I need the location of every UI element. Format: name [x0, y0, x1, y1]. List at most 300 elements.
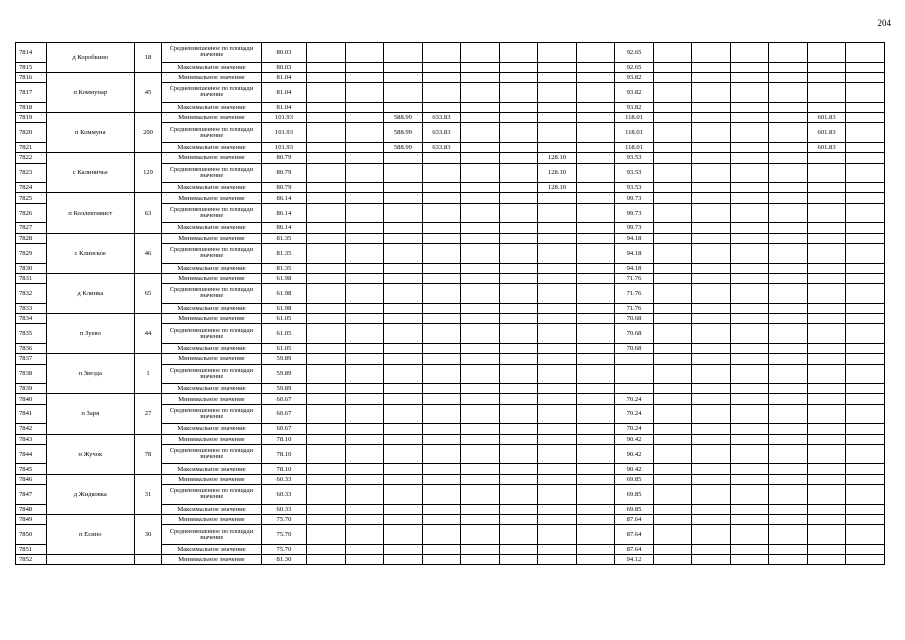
value-cell: [846, 314, 885, 324]
settlement-count: 30: [134, 514, 161, 554]
value-cell: [692, 223, 731, 233]
value-cell: 94.18: [615, 263, 654, 273]
value-cell: [461, 525, 500, 545]
value-cell: [576, 203, 615, 223]
value-cell: [730, 233, 769, 243]
value-cell: [653, 183, 692, 193]
settlement-count: 45: [134, 72, 161, 112]
value-cell: [461, 72, 500, 82]
value-cell: [307, 514, 346, 524]
value-cell: [461, 183, 500, 193]
settlement-count: 27: [134, 394, 161, 434]
value-cell: [461, 203, 500, 223]
value-cell: [653, 434, 692, 444]
value-cell: [846, 223, 885, 233]
value-cell: 80.79: [261, 153, 306, 163]
value-cell: [538, 504, 577, 514]
value-cell: [730, 444, 769, 464]
value-kind-label: Средневзвешенное по площади значение: [162, 364, 262, 384]
value-cell: [653, 314, 692, 324]
value-cell: [769, 464, 808, 474]
value-cell: 588.99: [384, 123, 423, 143]
value-kind-label: Средневзвешенное по площади значение: [162, 243, 262, 263]
value-cell: [807, 544, 846, 554]
value-cell: [653, 163, 692, 183]
value-cell: [576, 233, 615, 243]
row-id: 7833: [16, 303, 47, 313]
value-cell: [345, 163, 384, 183]
value-cell: [769, 62, 808, 72]
value-cell: [692, 354, 731, 364]
value-cell: 80.03: [261, 62, 306, 72]
value-cell: [846, 273, 885, 283]
value-cell: [384, 72, 423, 82]
value-cell: [538, 223, 577, 233]
value-cell: 128.10: [538, 153, 577, 163]
value-cell: [384, 314, 423, 324]
value-kind-label: Максимальное значение: [162, 424, 262, 434]
value-cell: [538, 43, 577, 63]
value-cell: [384, 153, 423, 163]
value-cell: [730, 474, 769, 484]
table-row: [16, 555, 885, 565]
value-cell: 81.35: [261, 233, 306, 243]
value-cell: [846, 193, 885, 203]
value-cell: [461, 404, 500, 424]
value-cell: 61.05: [261, 324, 306, 344]
value-cell: [807, 233, 846, 243]
value-cell: [422, 354, 461, 364]
value-cell: [422, 243, 461, 263]
value-cell: [769, 324, 808, 344]
value-cell: [499, 62, 538, 72]
settlement-count: 129: [134, 153, 161, 193]
value-cell: [653, 273, 692, 283]
value-cell: [345, 153, 384, 163]
settlement-name: п Зуево: [46, 314, 134, 354]
value-cell: [461, 424, 500, 434]
value-cell: [846, 424, 885, 434]
value-cell: [692, 193, 731, 203]
value-cell: 93.82: [615, 102, 654, 112]
value-cell: [846, 544, 885, 554]
value-cell: [769, 273, 808, 283]
value-kind-label: Средневзвешенное по площади значение: [162, 284, 262, 304]
value-cell: [345, 142, 384, 152]
value-cell: [384, 273, 423, 283]
value-cell: [576, 384, 615, 394]
value-cell: 633.83: [422, 113, 461, 123]
value-cell: [653, 343, 692, 353]
value-cell: [499, 324, 538, 344]
value-cell: [807, 102, 846, 112]
value-cell: 94.12: [615, 555, 654, 565]
value-cell: 78.10: [261, 464, 306, 474]
value-kind-label: Средневзвешенное по площади значение: [162, 525, 262, 545]
value-cell: [653, 123, 692, 143]
value-cell: [653, 485, 692, 505]
value-cell: [769, 504, 808, 514]
value-cell: [538, 485, 577, 505]
value-kind-label: Минимальное значение: [162, 555, 262, 565]
value-cell: [846, 444, 885, 464]
value-cell: [422, 263, 461, 273]
value-cell: 633.83: [422, 142, 461, 152]
value-cell: [384, 83, 423, 103]
row-id: 7838: [16, 364, 47, 384]
value-cell: [307, 102, 346, 112]
table-row: [16, 474, 885, 484]
settlement-name: п Коммунар: [46, 72, 134, 112]
value-cell: [422, 464, 461, 474]
settlement-name: п Есино: [46, 514, 134, 554]
value-cell: [653, 555, 692, 565]
value-cell: [846, 113, 885, 123]
value-cell: [846, 464, 885, 474]
settlement-count: 200: [134, 113, 161, 153]
value-cell: 70.68: [615, 343, 654, 353]
table-row: [16, 273, 885, 283]
value-cell: [461, 314, 500, 324]
value-cell: 87.64: [615, 525, 654, 545]
value-cell: [499, 72, 538, 82]
value-cell: [538, 314, 577, 324]
value-cell: [499, 83, 538, 103]
value-cell: [422, 555, 461, 565]
value-cell: 81.35: [261, 263, 306, 273]
value-cell: [730, 243, 769, 263]
row-id: 7844: [16, 444, 47, 464]
value-cell: 59.89: [261, 384, 306, 394]
value-cell: [422, 485, 461, 505]
table-row: [16, 354, 885, 364]
value-cell: [384, 223, 423, 233]
value-cell: [576, 343, 615, 353]
value-cell: [345, 514, 384, 524]
value-cell: 633.83: [422, 123, 461, 143]
value-cell: [499, 555, 538, 565]
value-cell: [384, 555, 423, 565]
value-cell: [345, 102, 384, 112]
value-cell: [692, 474, 731, 484]
value-cell: [422, 193, 461, 203]
value-cell: [846, 203, 885, 223]
value-cell: [422, 83, 461, 103]
value-cell: [730, 404, 769, 424]
value-cell: 118.01: [615, 123, 654, 143]
value-cell: [846, 474, 885, 484]
value-cell: [807, 284, 846, 304]
value-cell: [345, 83, 384, 103]
value-cell: [653, 354, 692, 364]
value-cell: [846, 504, 885, 514]
value-cell: [422, 273, 461, 283]
value-cell: [384, 43, 423, 63]
value-cell: [499, 243, 538, 263]
row-id: 7826: [16, 203, 47, 223]
value-cell: [307, 72, 346, 82]
row-id: 7845: [16, 464, 47, 474]
value-cell: [576, 243, 615, 263]
value-cell: [422, 43, 461, 63]
value-cell: [807, 72, 846, 82]
value-cell: [692, 343, 731, 353]
value-cell: [807, 555, 846, 565]
value-cell: [384, 474, 423, 484]
value-kind-label: Максимальное значение: [162, 544, 262, 554]
value-cell: [730, 485, 769, 505]
value-cell: [384, 203, 423, 223]
value-cell: [846, 183, 885, 193]
value-cell: [499, 233, 538, 243]
value-cell: [846, 123, 885, 143]
value-kind-label: Средневзвешенное по площади значение: [162, 203, 262, 223]
value-cell: [730, 514, 769, 524]
value-cell: [769, 434, 808, 444]
value-cell: [422, 233, 461, 243]
settlement-count: 78: [134, 434, 161, 474]
value-cell: [653, 394, 692, 404]
settlement-count: 31: [134, 474, 161, 514]
value-cell: [576, 284, 615, 304]
value-kind-label: Минимальное значение: [162, 474, 262, 484]
value-cell: [422, 504, 461, 514]
value-cell: [576, 364, 615, 384]
value-cell: 81.04: [261, 72, 306, 82]
value-cell: [538, 193, 577, 203]
value-cell: [730, 343, 769, 353]
value-cell: [422, 424, 461, 434]
value-cell: [653, 263, 692, 273]
value-kind-label: Максимальное значение: [162, 263, 262, 273]
value-cell: [730, 113, 769, 123]
value-cell: [538, 434, 577, 444]
value-cell: [615, 354, 654, 364]
value-cell: [730, 364, 769, 384]
value-cell: [461, 62, 500, 72]
settlement-count: 18: [134, 43, 161, 73]
value-cell: 90.42: [615, 434, 654, 444]
settlement-name: [46, 555, 134, 565]
value-cell: [461, 113, 500, 123]
value-cell: 93.53: [615, 163, 654, 183]
value-cell: [576, 354, 615, 364]
value-cell: [499, 364, 538, 384]
value-kind-label: Средневзвешенное по площади значение: [162, 485, 262, 505]
value-cell: [422, 303, 461, 313]
value-cell: [730, 123, 769, 143]
value-cell: [461, 555, 500, 565]
row-id: 7823: [16, 163, 47, 183]
value-cell: [499, 153, 538, 163]
value-cell: [769, 424, 808, 434]
value-cell: [769, 343, 808, 353]
value-cell: [769, 284, 808, 304]
value-cell: [307, 555, 346, 565]
value-cell: [345, 404, 384, 424]
value-cell: [846, 243, 885, 263]
value-cell: [769, 394, 808, 404]
value-cell: [576, 142, 615, 152]
value-cell: [653, 384, 692, 394]
value-cell: 93.82: [615, 72, 654, 82]
row-id: 7816: [16, 72, 47, 82]
row-id: 7817: [16, 83, 47, 103]
value-cell: [769, 303, 808, 313]
value-cell: 70.24: [615, 404, 654, 424]
table-row: [16, 314, 885, 324]
value-cell: [846, 142, 885, 152]
value-cell: [538, 464, 577, 474]
value-cell: [576, 504, 615, 514]
value-cell: [730, 62, 769, 72]
value-cell: [769, 102, 808, 112]
value-cell: [538, 364, 577, 384]
value-cell: [576, 444, 615, 464]
value-cell: [730, 163, 769, 183]
value-cell: 60.67: [261, 404, 306, 424]
value-cell: [307, 464, 346, 474]
value-cell: [345, 434, 384, 444]
value-cell: 78.10: [261, 434, 306, 444]
value-cell: [653, 193, 692, 203]
value-cell: [807, 263, 846, 273]
table-row: [16, 72, 885, 82]
value-cell: 80.03: [261, 43, 306, 63]
row-id: 7824: [16, 183, 47, 193]
table-row: [16, 233, 885, 243]
value-cell: [461, 444, 500, 464]
value-cell: [807, 354, 846, 364]
row-id: 7821: [16, 142, 47, 152]
value-cell: [384, 544, 423, 554]
value-cell: [384, 163, 423, 183]
value-cell: [807, 324, 846, 344]
value-cell: 99.73: [615, 193, 654, 203]
value-cell: [653, 525, 692, 545]
value-cell: 601.83: [807, 113, 846, 123]
value-cell: [307, 273, 346, 283]
value-cell: [769, 83, 808, 103]
settlement-name: п Заря: [46, 394, 134, 434]
value-cell: [384, 404, 423, 424]
value-kind-label: Максимальное значение: [162, 142, 262, 152]
settlement-count: 1: [134, 354, 161, 394]
value-cell: [499, 485, 538, 505]
value-cell: [538, 514, 577, 524]
value-cell: [846, 284, 885, 304]
value-cell: [345, 354, 384, 364]
value-cell: [846, 153, 885, 163]
value-cell: [345, 544, 384, 554]
value-cell: [538, 284, 577, 304]
value-cell: [538, 233, 577, 243]
row-id: 7841: [16, 404, 47, 424]
value-cell: [538, 474, 577, 484]
value-cell: [499, 424, 538, 434]
value-cell: [653, 324, 692, 344]
value-cell: [769, 364, 808, 384]
value-cell: [499, 544, 538, 554]
value-cell: [576, 324, 615, 344]
value-cell: [461, 263, 500, 273]
value-cell: [807, 153, 846, 163]
value-cell: [692, 273, 731, 283]
value-cell: [692, 72, 731, 82]
row-id: 7834: [16, 314, 47, 324]
value-cell: [461, 193, 500, 203]
value-cell: 118.01: [615, 142, 654, 152]
value-cell: [422, 102, 461, 112]
value-cell: [499, 142, 538, 152]
value-cell: 61.98: [261, 273, 306, 283]
value-cell: [345, 123, 384, 143]
value-cell: 92.65: [615, 43, 654, 63]
value-cell: [307, 83, 346, 103]
value-cell: [538, 102, 577, 112]
value-cell: [307, 394, 346, 404]
value-cell: [692, 243, 731, 263]
value-cell: [499, 525, 538, 545]
value-cell: [345, 324, 384, 344]
value-cell: [307, 364, 346, 384]
value-cell: 69.85: [615, 474, 654, 484]
value-kind-label: Минимальное значение: [162, 514, 262, 524]
value-cell: [576, 62, 615, 72]
value-cell: [692, 384, 731, 394]
value-cell: [653, 514, 692, 524]
table-row: [16, 193, 885, 203]
value-cell: [345, 504, 384, 514]
value-cell: [461, 474, 500, 484]
value-cell: [692, 233, 731, 243]
value-cell: [846, 83, 885, 103]
value-cell: [576, 102, 615, 112]
value-cell: [538, 544, 577, 554]
value-cell: [846, 163, 885, 183]
value-cell: 588.99: [384, 142, 423, 152]
value-cell: [499, 384, 538, 394]
value-cell: [807, 424, 846, 434]
value-cell: [846, 62, 885, 72]
value-cell: [807, 444, 846, 464]
value-cell: [807, 464, 846, 474]
value-cell: [576, 544, 615, 554]
row-id: 7851: [16, 544, 47, 554]
value-cell: [730, 303, 769, 313]
value-cell: [307, 203, 346, 223]
value-cell: [807, 43, 846, 63]
value-cell: 71.76: [615, 273, 654, 283]
value-cell: 61.05: [261, 314, 306, 324]
value-cell: [730, 525, 769, 545]
value-cell: [692, 555, 731, 565]
value-cell: [538, 555, 577, 565]
value-cell: [576, 123, 615, 143]
value-cell: [653, 464, 692, 474]
value-cell: [384, 183, 423, 193]
value-cell: [345, 314, 384, 324]
value-cell: [499, 263, 538, 273]
row-id: 7842: [16, 424, 47, 434]
value-cell: [653, 153, 692, 163]
value-cell: [730, 273, 769, 283]
value-cell: [576, 83, 615, 103]
value-cell: [499, 102, 538, 112]
value-cell: 60.33: [261, 485, 306, 505]
value-cell: [576, 464, 615, 474]
value-cell: [846, 43, 885, 63]
